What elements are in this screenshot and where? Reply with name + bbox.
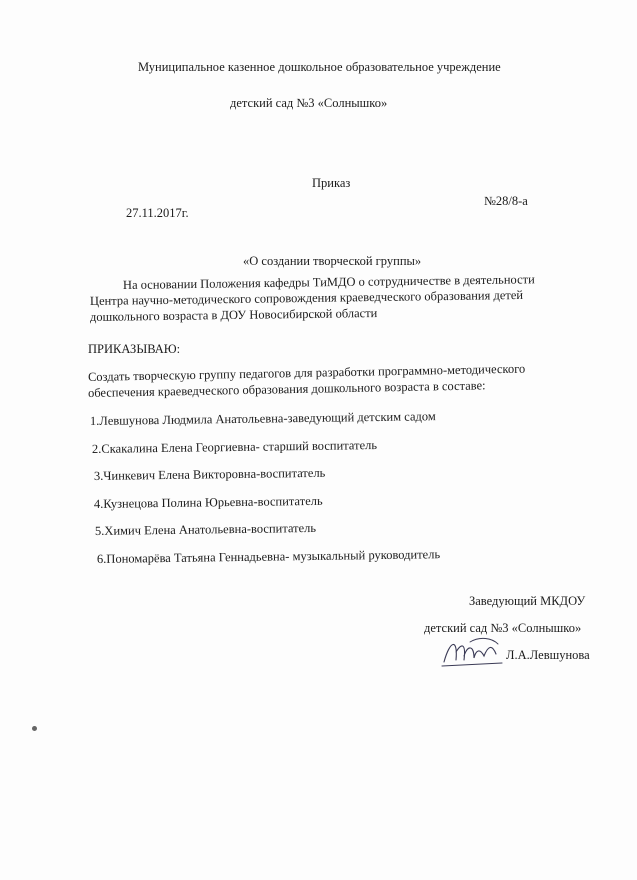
member-item-2: 2.Скакалина Елена Георгиевна- старший воспитатель (91, 438, 378, 456)
scan-speck (32, 726, 37, 731)
order-title: Приказ (312, 176, 351, 190)
order-number: №28/8-а (484, 194, 528, 208)
member-item-1: 1.Левшунова Людмила Анатольевна-заведующий детским садом (89, 409, 436, 428)
signatory-position-line-2: детский сад №3 «Солнышко» (424, 621, 582, 635)
basis-line-2: Центра научно-методического сопровождения краеведческого образования детей (89, 287, 524, 308)
handwritten-signature-icon (440, 632, 510, 672)
order-date: 27.11.2017г. (126, 206, 189, 220)
instruction-line-1: Создать творческую группу педагогов для разработки программно-методического (87, 361, 526, 384)
basis-line-1: На основании Положения кафедры ТиМДО о сотрудничестве в деятельности (122, 272, 535, 292)
org-name-line-2: детский сад №3 «Солнышко» (230, 96, 388, 110)
signatory-position-line-1: Заведующий МКДОУ (469, 594, 586, 608)
order-subject: «О создании творческой группы» (243, 254, 422, 268)
basis-line-3: дошкольного возраста в ДОУ Новосибирской области (89, 305, 378, 324)
member-item-4: 4.Кузнецова Полина Юрьевна-воспитатель (93, 493, 323, 511)
member-item-5: 5.Химич Елена Анатольевна-воспитатель (94, 520, 317, 538)
member-item-3: 3.Чинкевич Елена Викторовна-воспитатель (93, 465, 326, 483)
order-word: ПРИКАЗЫВАЮ: (88, 342, 181, 356)
org-name-line-1: Муниципальное казенное дошкольное образовательное учреждение (138, 60, 501, 74)
signatory-name: Л.А.Левшунова (506, 648, 590, 662)
instruction-line-2: обеспечения краеведческого образования дошкольного возраста в составе: (87, 378, 486, 400)
member-item-6: 6.Пономарёва Татьяна Геннадьевна- музыкальный руководитель (96, 547, 441, 566)
